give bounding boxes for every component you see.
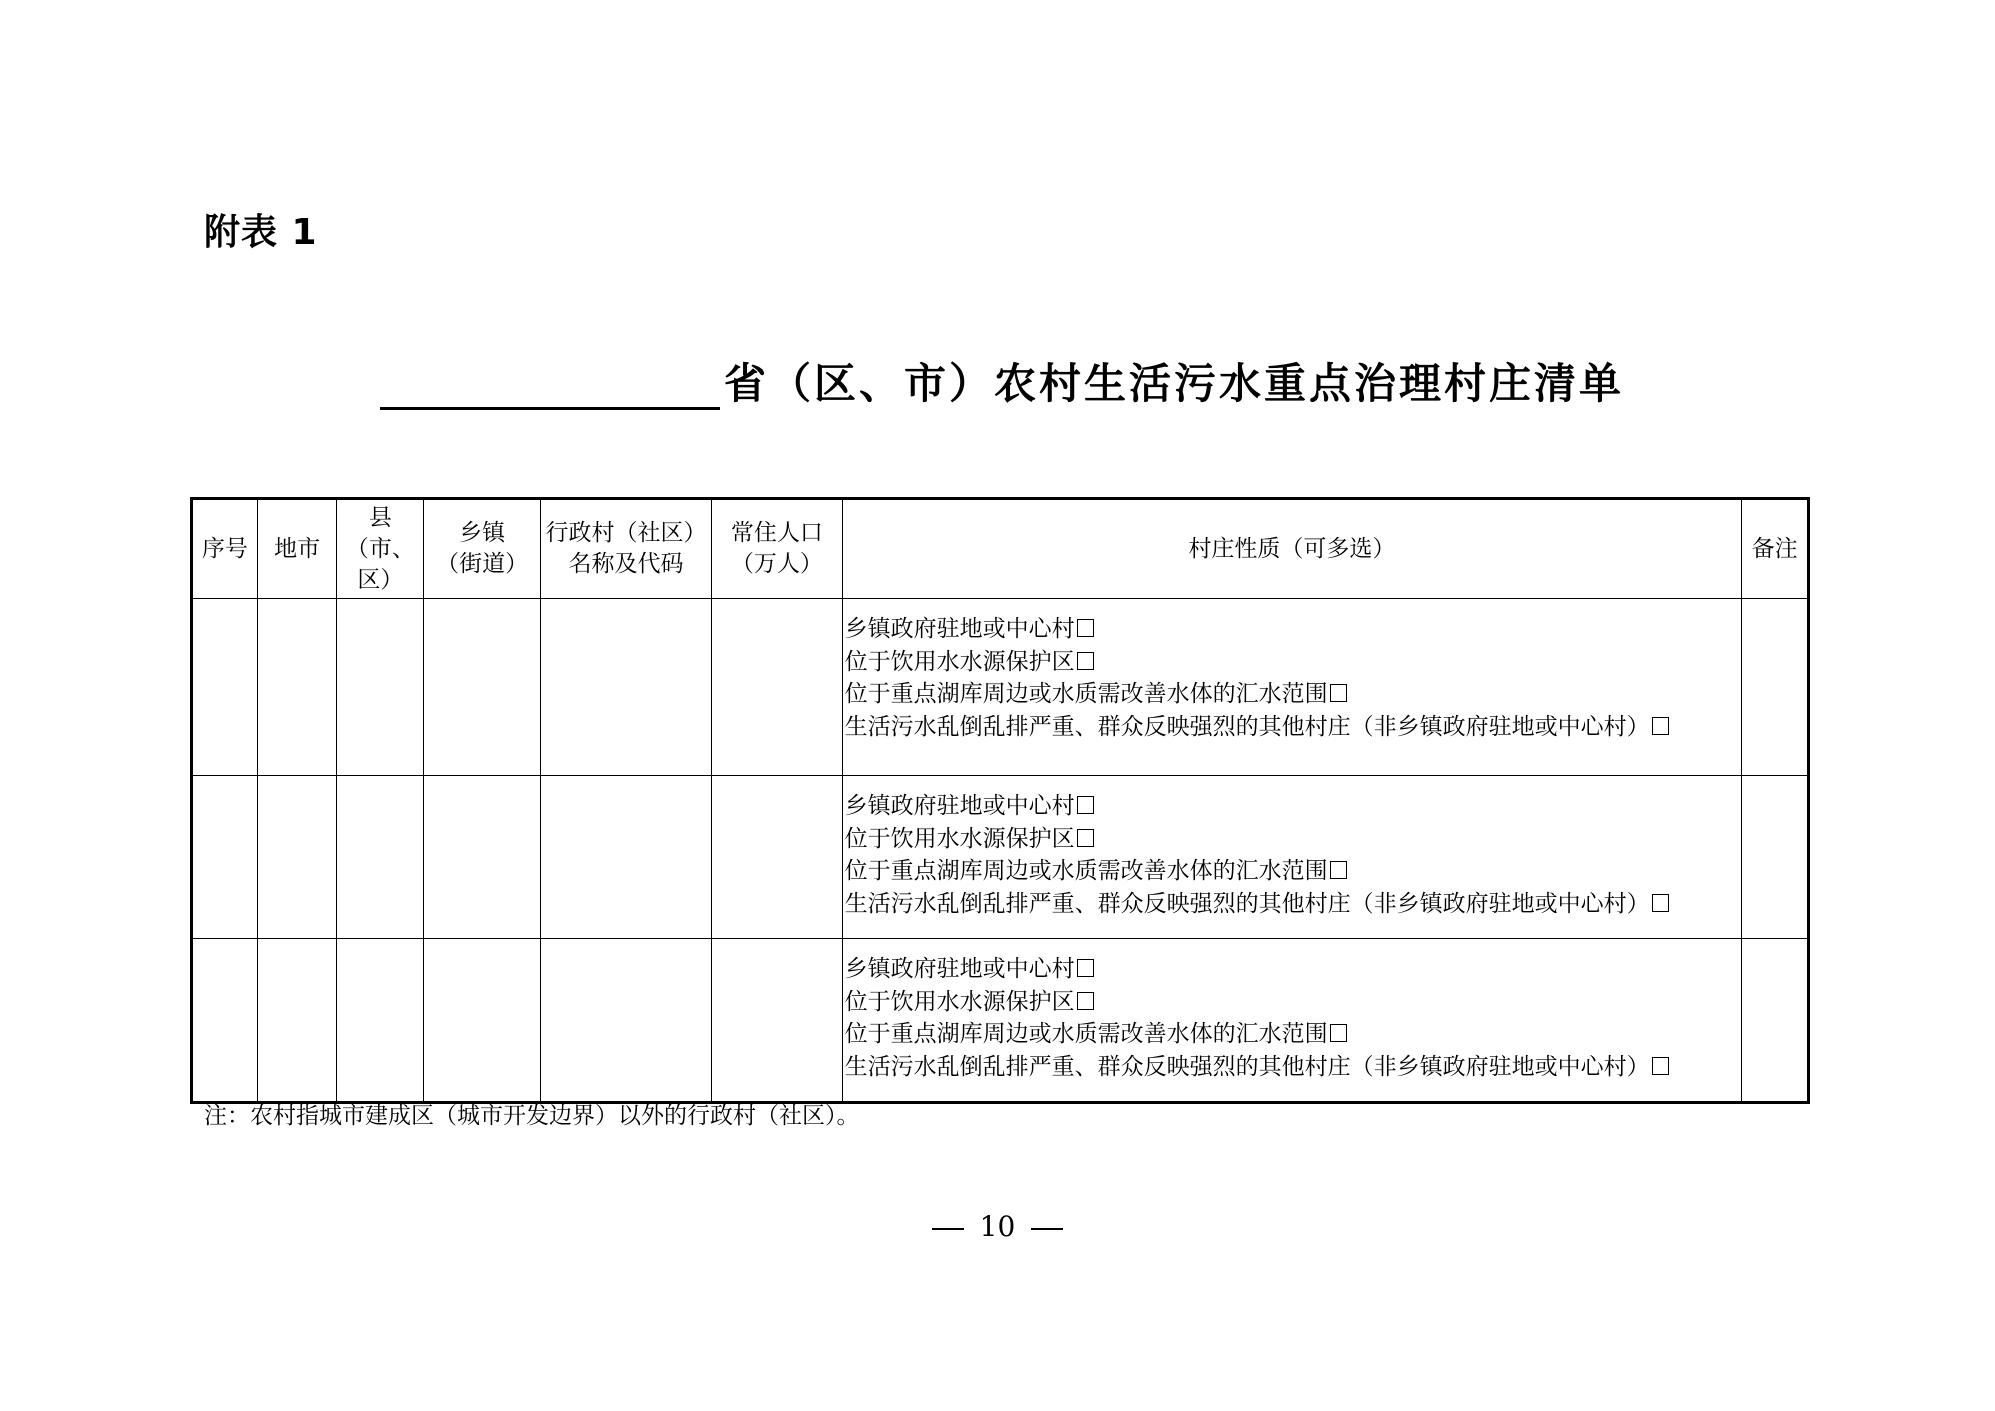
- header-property: 村庄性质（可多选）: [842, 499, 1742, 599]
- remarks-cell[interactable]: [1742, 776, 1809, 939]
- property-cell: [842, 776, 1742, 939]
- checkbox[interactable]: [1330, 1024, 1347, 1042]
- header-county-line1: 县（市、: [345, 504, 415, 562]
- village-cell[interactable]: [540, 776, 711, 939]
- city-cell[interactable]: [257, 939, 337, 1103]
- town-cell[interactable]: [424, 776, 541, 939]
- property-option-label: 位于饮用水水源保护区: [844, 648, 1075, 675]
- property-option: [845, 711, 1742, 744]
- property-option-label: 位于饮用水水源保护区: [844, 825, 1075, 852]
- property-option: [845, 1018, 1742, 1051]
- property-cell: [842, 939, 1742, 1103]
- checkbox[interactable]: [1077, 652, 1094, 670]
- header-town-line2: （街道）: [436, 551, 529, 577]
- header-county: [337, 499, 424, 599]
- population-cell[interactable]: [712, 776, 843, 939]
- page-footer: [0, 1210, 1995, 1243]
- table-header-row: [192, 499, 1809, 599]
- town-cell[interactable]: [424, 599, 541, 776]
- population-cell[interactable]: [712, 939, 843, 1103]
- property-option: [845, 986, 1742, 1019]
- header-population-line2: （万人）: [730, 551, 823, 577]
- seq-cell[interactable]: [192, 939, 258, 1103]
- town-cell[interactable]: [424, 939, 541, 1103]
- seq-cell[interactable]: [192, 776, 258, 939]
- checkbox[interactable]: [1652, 1057, 1669, 1075]
- header-remarks: 备注: [1742, 499, 1809, 599]
- property-cell: [842, 599, 1742, 776]
- property-option: [845, 678, 1742, 711]
- population-cell[interactable]: [712, 599, 843, 776]
- property-option: [845, 613, 1742, 646]
- city-cell[interactable]: [257, 599, 337, 776]
- property-option-label: 生活污水乱倒乱排严重、群众反映强烈的其他村庄（非乡镇政府驻地或中心村）: [844, 890, 1650, 917]
- property-option-label: 乡镇政府驻地或中心村: [844, 793, 1075, 819]
- table-note: 注：农村指城市建成区（城市开发边界）以外的行政村（社区）。: [204, 1103, 860, 1129]
- header-seq: 序号: [192, 499, 258, 599]
- county-cell[interactable]: [337, 776, 424, 939]
- header-town: [424, 499, 541, 599]
- header-village: [540, 499, 711, 599]
- remarks-cell[interactable]: [1742, 599, 1809, 776]
- checkbox[interactable]: [1077, 992, 1094, 1010]
- property-option-label: 生活污水乱倒乱排严重、群众反映强烈的其他村庄（非乡镇政府驻地或中心村）: [844, 1053, 1650, 1080]
- header-village-line1: 行政村（社区）: [545, 520, 707, 546]
- header-city: 地市: [257, 499, 337, 599]
- property-option-label: 位于重点湖库周边或水质需改善水体的汇水范围: [844, 858, 1328, 884]
- city-cell[interactable]: [257, 776, 337, 939]
- header-population: [712, 499, 843, 599]
- property-option-label: 乡镇政府驻地或中心村: [844, 956, 1075, 982]
- document-title: [380, 350, 1624, 410]
- checkbox[interactable]: [1330, 861, 1347, 879]
- page-number: 10: [979, 1210, 1016, 1243]
- header-county-line2: 区）: [357, 566, 404, 593]
- page-dash-right: [1031, 1228, 1063, 1230]
- property-option: [845, 646, 1742, 679]
- title-text: 省（区、市）农村生活污水重点治理村庄清单: [724, 359, 1625, 408]
- appendix-label: 附表 1: [204, 212, 318, 253]
- property-option: [845, 855, 1742, 888]
- property-option: [845, 888, 1742, 921]
- checkbox[interactable]: [1077, 796, 1094, 814]
- table-row: [192, 776, 1809, 939]
- property-option: [845, 790, 1742, 823]
- checkbox[interactable]: [1330, 684, 1347, 702]
- checkbox[interactable]: [1077, 829, 1094, 847]
- property-option-label: 乡镇政府驻地或中心村: [844, 616, 1075, 642]
- county-cell[interactable]: [337, 939, 424, 1103]
- checkbox[interactable]: [1652, 894, 1669, 912]
- province-blank-line: [380, 359, 720, 410]
- checkbox[interactable]: [1077, 619, 1094, 637]
- header-town-line1: 乡镇: [459, 520, 506, 546]
- property-option: [845, 953, 1742, 986]
- table-row: [192, 939, 1809, 1103]
- village-cell[interactable]: [540, 599, 711, 776]
- table-row: [192, 599, 1809, 776]
- property-option: [845, 823, 1742, 856]
- header-village-line2: 名称及代码: [568, 551, 684, 577]
- property-option-label: 位于重点湖库周边或水质需改善水体的汇水范围: [844, 681, 1328, 707]
- county-cell[interactable]: [337, 599, 424, 776]
- checkbox[interactable]: [1077, 959, 1094, 977]
- page-dash-left: [932, 1228, 964, 1230]
- property-option: [845, 1051, 1742, 1084]
- property-option-label: 生活污水乱倒乱排严重、群众反映强烈的其他村庄（非乡镇政府驻地或中心村）: [844, 713, 1650, 740]
- village-list-table: [190, 497, 1810, 1104]
- village-cell[interactable]: [540, 939, 711, 1103]
- seq-cell[interactable]: [192, 599, 258, 776]
- remarks-cell[interactable]: [1742, 939, 1809, 1103]
- property-option-label: 位于重点湖库周边或水质需改善水体的汇水范围: [844, 1021, 1328, 1047]
- checkbox[interactable]: [1652, 717, 1669, 735]
- header-population-line1: 常住人口: [730, 520, 823, 546]
- property-option-label: 位于饮用水水源保护区: [844, 988, 1075, 1015]
